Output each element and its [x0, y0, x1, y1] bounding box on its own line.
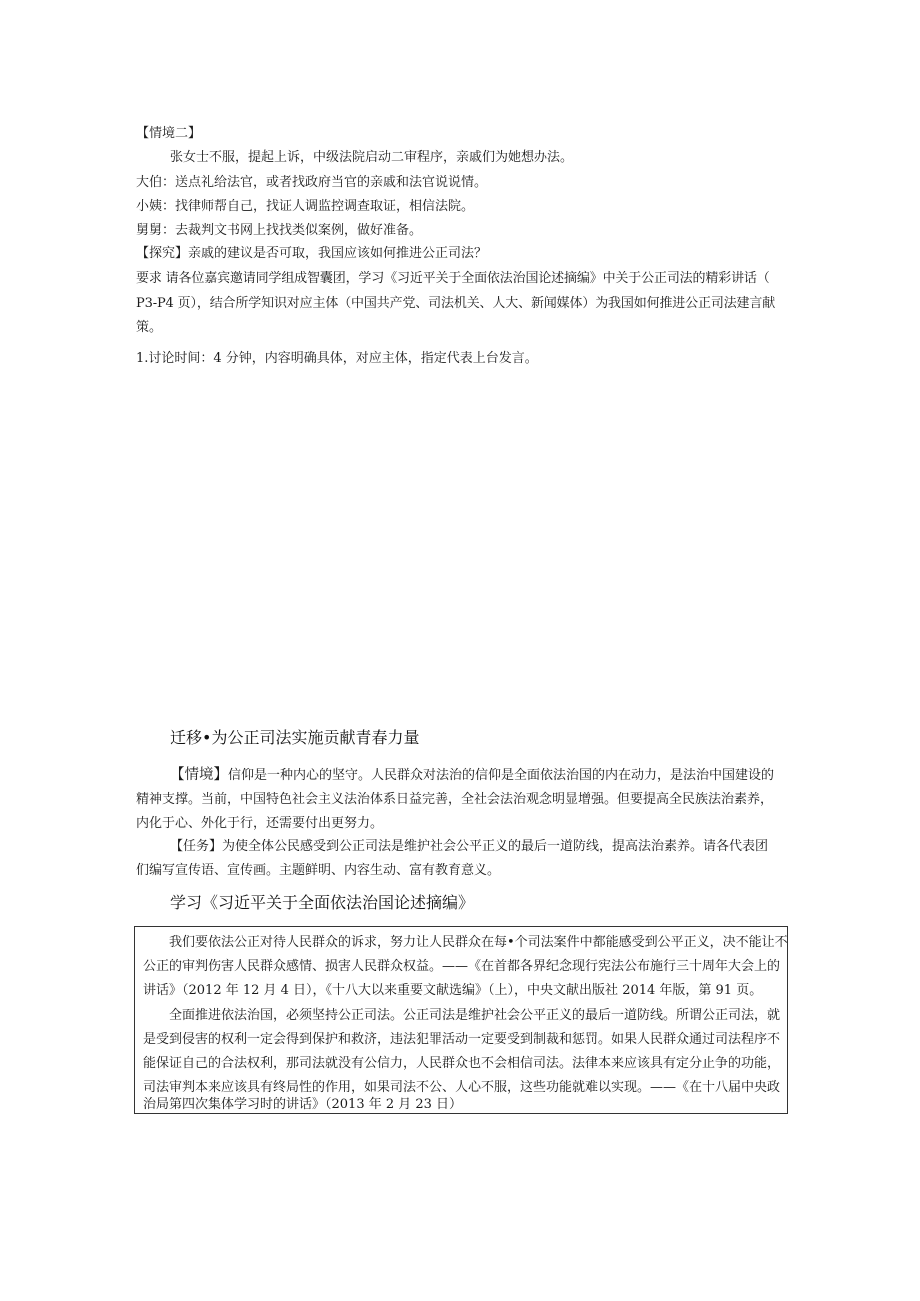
quote-2-line-2: 是受到侵害的权利一定会得到保护和救济，违法犯罪活动一定要受到制裁和惩罚。如果人民群众通过司法程序不 [143, 1032, 781, 1047]
quote-1-line-1: 我们要依法公正对待人民群众的诉求，努力让人民群众在每•个司法案件中都能感受到公平正义，决不能让不 [169, 935, 788, 950]
requirement-line-3: 策。 [136, 320, 163, 335]
requirement-line-2: P3-P4 页），结合所学知识对应主体（中国共产党、司法机关、人大、新闻媒体）为我国如何推进公正司法建言献 [136, 296, 776, 311]
section-title-study: 学习《习近平关于全面依法治国论述摘编》 [170, 893, 475, 912]
quote-2-line-3: 能保证自己的合法权利，那司法就没有公信力，人民群众也不会相信司法。法律本来应该具有定分止争的功能， [143, 1056, 781, 1071]
quote-2-line-5: 治局第四次集体学习时的讲话》（2013 年 2 月 23 日） [143, 1097, 463, 1112]
situation-label: 【情境】 [170, 767, 228, 783]
explore-question: 【探究】亲戚的建议是否可取，我国应该如何推进公正司法？ [136, 246, 488, 261]
task-line-2: 们编写宣传语、宣传画。主题鲜明、内容生动、富有教育意义。 [136, 863, 501, 878]
opinion-uncle: 大伯：送点礼给法官，或者找政府当官的亲戚和法官说说情。 [136, 175, 488, 190]
discussion-note: 1.讨论时间：4 分钟，内容明确具体，对应主体，指定代表上台发言。 [136, 351, 538, 366]
quote-1-line-3: 讲话》（2012 年 12 月 4 日），《十八大以来重要文献选编》（上），中央文献出版社 2014 年版，第 91 页。 [143, 983, 763, 998]
situation-line-1 [170, 767, 774, 784]
task-text-1: 为使全体公民感受到公正司法是维护社会公平正义的最后一道防线，提高法治素养。请各代表团 [222, 839, 769, 854]
task-line-1 [170, 839, 768, 855]
quote-box [134, 926, 788, 1114]
quote-1-line-2: 公正的审判伤害人民群众感情、损害人民群众权益。——《在首都各界纪念现行宪法公布施行三十周年大会上的 [143, 959, 781, 974]
situation-line-2: 精神支撑。当前，中国特色社会主义法治体系日益完善，全社会法治观念明显增强。但要提高全民族法治素养， [136, 792, 774, 807]
section-title-transfer: 迁移•为公正司法实施贡献青春力量 [170, 728, 420, 747]
opinion-maternal-uncle: 舅舅：去裁判文书网上找找类似案例，做好准备。 [136, 223, 423, 238]
task-label: 【任务】 [170, 839, 223, 854]
section-title-situation-2: 【情境二】 [136, 126, 202, 141]
situation-text-1: 信仰是一种内心的坚守。人民群众对法治的信仰是全面依法治国的内在动力，是法治中国建设的 [228, 768, 775, 783]
situation-line-3: 内化于心、外化于行，还需要付出更努力。 [136, 816, 384, 831]
quote-2-line-1: 全面推进依法治国，必须坚持公正司法。公正司法是维护社会公平正义的最后一道防线。所谓公正司法，就 [169, 1008, 781, 1023]
opinion-aunt: 小姨：找律师帮自己，找证人调监控调查取证，相信法院。 [136, 199, 475, 214]
situation-intro: 张女士不服，提起上诉，中级法院启动二审程序，亲戚们为她想办法。 [170, 150, 574, 165]
quote-2-line-4: 司法审判本来应该具有终局性的作用，如果司法不公、人心不服，这些功能就难以实现。——《在十八届中央政 [143, 1080, 781, 1095]
requirement-line-1: 要求 请各位嘉宾邀请同学组成智囊团，学习《习近平关于全面依法治国论述摘编》中关于公正司法的精彩讲话（ [136, 271, 770, 286]
